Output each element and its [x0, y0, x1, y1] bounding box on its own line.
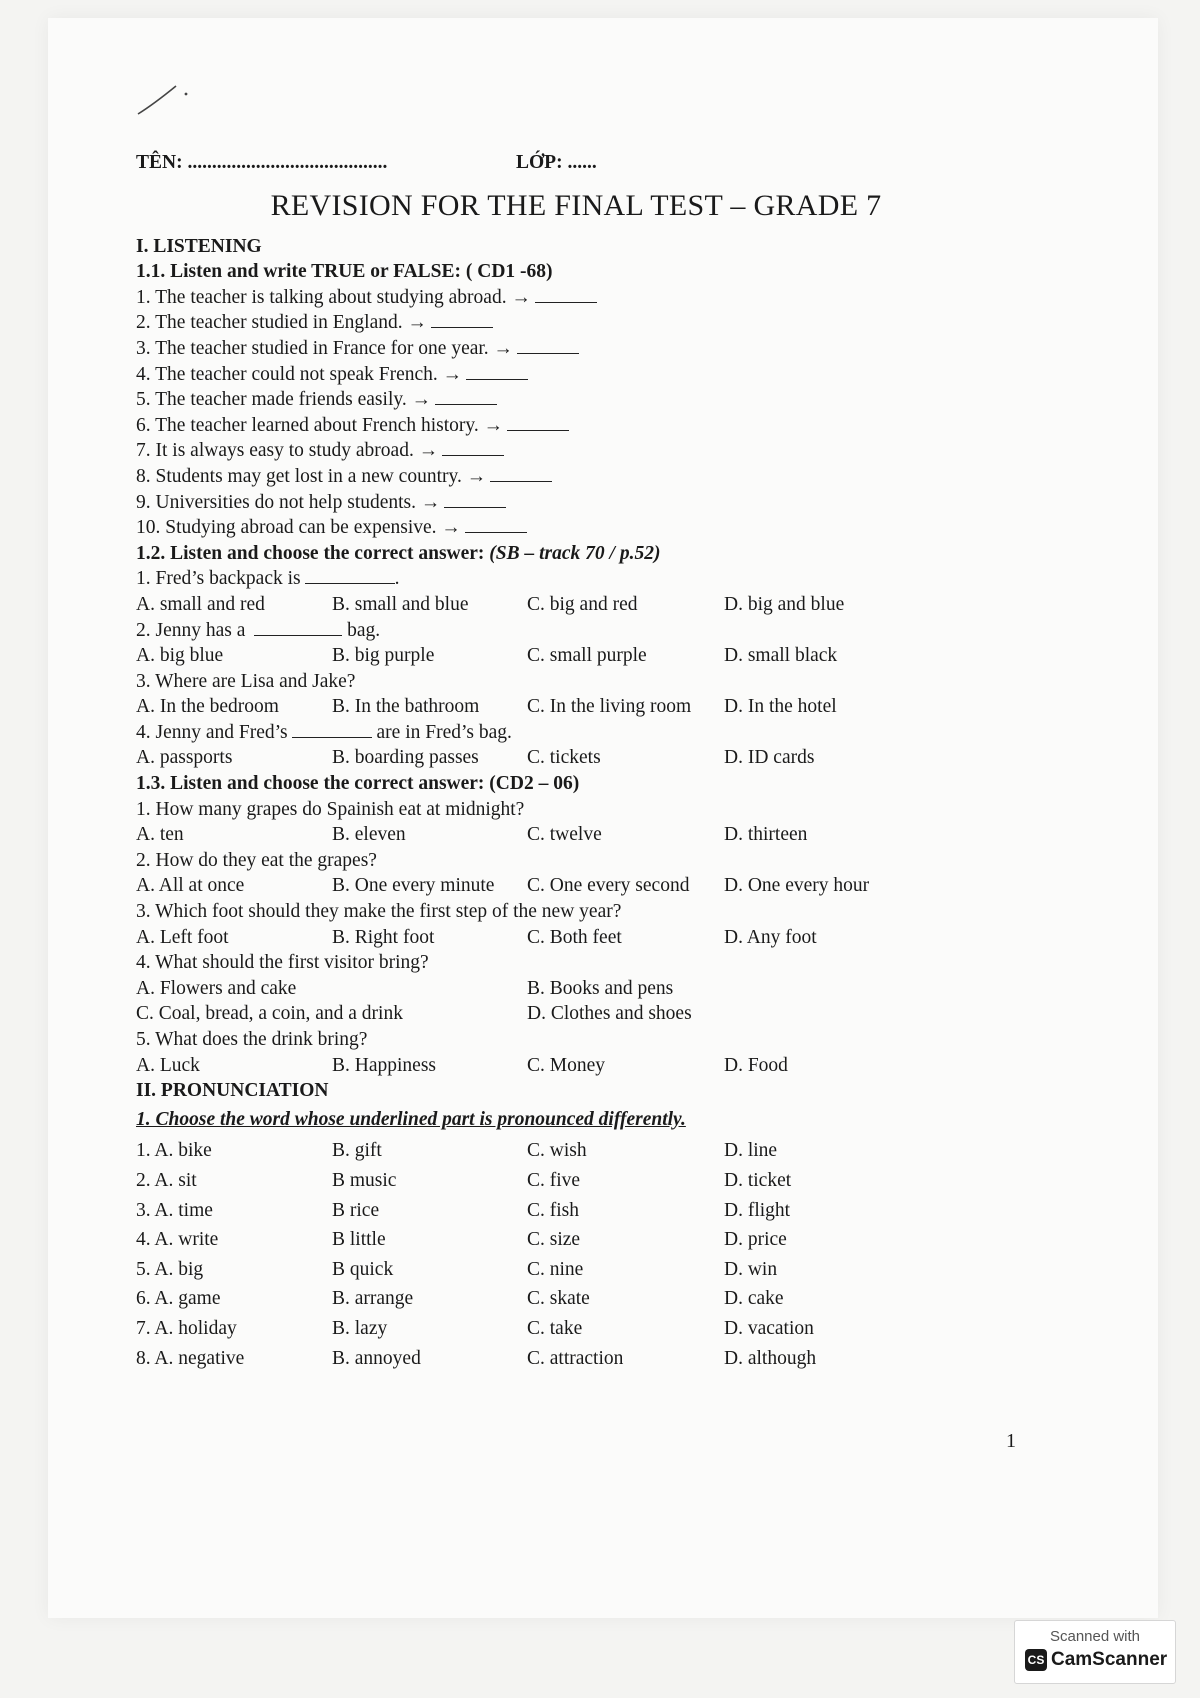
option: D. big and blue: [724, 593, 845, 615]
option: A. small and red: [136, 593, 265, 615]
option: B. small and blue: [332, 593, 469, 615]
word-option: C. size: [527, 1229, 581, 1251]
part3-heading: 1.3. Listen and choose the correct answer: (CD2 – 06): [136, 773, 580, 795]
pen-stroke-mark: [136, 80, 196, 120]
option: B. Books and pens: [527, 977, 674, 999]
word-option: C. skate: [527, 1288, 590, 1310]
word-option: 2. A. sit: [136, 1169, 197, 1191]
pronunciation-heading: II. PRONUNCIATION: [136, 1080, 329, 1102]
option: D. One every hour: [724, 875, 870, 897]
question: 3. Which foot should they make the first step of the new year?: [136, 901, 622, 923]
options-row: [136, 1001, 1036, 1027]
options-row: [136, 745, 1036, 771]
option: D. Clothes and shoes: [527, 1003, 692, 1025]
option: C. In the living room: [527, 696, 692, 718]
option: D. In the hotel: [724, 696, 837, 718]
word-option: 3. A. time: [136, 1199, 213, 1221]
word-option: D. ticket: [724, 1169, 792, 1191]
option: C. tickets: [527, 747, 601, 769]
word-option: C. wish: [527, 1140, 587, 1162]
option: D. ID cards: [724, 747, 815, 769]
answer-blank: [305, 566, 395, 584]
tf-item: 7. It is always easy to study abroad. →: [136, 438, 1036, 464]
camscanner-watermark: [1014, 1620, 1176, 1684]
watermark-brand-row: [1025, 1649, 1175, 1671]
word-option: C. attraction: [527, 1347, 624, 1369]
question: 3. Where are Lisa and Jake?: [136, 670, 356, 692]
answer-blank: [442, 438, 504, 456]
word-option: 5. A. big: [136, 1258, 204, 1280]
option: B. eleven: [332, 824, 406, 846]
options-row: [136, 976, 1036, 1002]
option: A. In the bedroom: [136, 696, 279, 718]
option: B. Happiness: [332, 1054, 436, 1076]
answer-blank: [292, 720, 372, 738]
word-option: B music: [332, 1169, 397, 1191]
pronunciation-row: [136, 1225, 1036, 1255]
options-row: [136, 694, 1036, 720]
listening-heading: I. LISTENING: [136, 235, 262, 257]
answer-blank: [431, 310, 493, 328]
answer-blank: [507, 413, 569, 431]
word-option: D. vacation: [724, 1317, 814, 1339]
pronunciation-row: [136, 1166, 1036, 1196]
question: 4. Jenny and Fred’s are in Fred’s bag.: [136, 721, 512, 743]
option: B. Right foot: [332, 926, 435, 948]
watermark-brand: CamScanner: [1051, 1649, 1168, 1670]
word-option: D. win: [724, 1258, 778, 1280]
option: C. Both feet: [527, 926, 622, 948]
option: C. small purple: [527, 645, 647, 667]
answer-blank: [465, 515, 527, 533]
watermark-caption: Scanned with: [1049, 1628, 1141, 1645]
tf-item: 5. The teacher made friends easily. →: [136, 387, 1036, 413]
tf-item: 9. Universities do not help students. →: [136, 490, 1036, 516]
word-option: B rice: [332, 1199, 380, 1221]
tf-item: 8. Students may get lost in a new country. →: [136, 464, 1036, 490]
pronunciation-instruction: 1. Choose the word whose underlined part is pronounced differently.: [136, 1108, 686, 1130]
option: D. thirteen: [724, 824, 808, 846]
option: A. Left foot: [136, 926, 229, 948]
answer-blank: [535, 285, 597, 303]
word-option: B. lazy: [332, 1317, 388, 1339]
worksheet-content: [136, 150, 1036, 1373]
option: C. Coal, bread, a coin, and a drink: [136, 1003, 403, 1025]
answer-blank: [490, 464, 552, 482]
word-option: B. arrange: [332, 1288, 414, 1310]
word-option: 6. A. game: [136, 1288, 221, 1310]
word-option: 8. A. negative: [136, 1347, 245, 1369]
pronunciation-row: [136, 1136, 1036, 1166]
option: C. Money: [527, 1054, 605, 1076]
word-option: B. gift: [332, 1140, 382, 1162]
word-option: B little: [332, 1229, 386, 1251]
option: A. Flowers and cake: [136, 977, 297, 999]
tf-item: 6. The teacher learned about French history. →: [136, 413, 1036, 439]
question: 2. Jenny has a bag.: [136, 619, 381, 641]
word-option: D. cake: [724, 1288, 784, 1310]
word-option: 1. A. bike: [136, 1140, 212, 1162]
options-row: [136, 1053, 1036, 1079]
question: 5. What does the drink bring?: [136, 1029, 368, 1050]
word-option: D. line: [724, 1140, 778, 1162]
answer-blank: [517, 336, 579, 354]
word-option: C. nine: [527, 1258, 584, 1280]
option: B. One every minute: [332, 875, 495, 897]
option: A. big blue: [136, 645, 224, 667]
option: D. Food: [724, 1054, 788, 1076]
answer-blank: [444, 490, 506, 508]
question: 4. What should the first visitor bring?: [136, 952, 429, 974]
pronunciation-row: [136, 1314, 1036, 1344]
answer-blank: [466, 362, 528, 380]
tf-item: 1. The teacher is talking about studying abroad. →: [136, 285, 1036, 311]
part2-heading: 1.2. Listen and choose the correct answer: (SB – track 70 / p.52): [136, 542, 661, 564]
answer-blank: [435, 387, 497, 405]
option: D. small black: [724, 645, 838, 667]
option: C. twelve: [527, 824, 602, 846]
option: A. All at once: [136, 875, 245, 897]
question: 2. How do they eat the grapes?: [136, 849, 377, 871]
tf-item: 10. Studying abroad can be expensive. →: [136, 515, 1036, 541]
tf-item: 4. The teacher could not speak French. →: [136, 362, 1036, 388]
options-row: [136, 873, 1036, 899]
word-option: D. although: [724, 1347, 817, 1369]
option: B. boarding passes: [332, 747, 479, 769]
pronunciation-row: [136, 1344, 1036, 1374]
option: C. One every second: [527, 875, 690, 897]
page-title: REVISION FOR THE FINAL TEST – GRADE 7: [270, 188, 882, 222]
option: B. big purple: [332, 645, 435, 667]
word-option: 7. A. holiday: [136, 1317, 237, 1339]
question: 1. How many grapes do Spainish eat at midnight?: [136, 798, 525, 820]
question: 1. Fred’s backpack is .: [136, 568, 400, 590]
pronunciation-row: [136, 1255, 1036, 1285]
option: A. passports: [136, 747, 233, 769]
class-field-label: LỚP: ......: [516, 152, 597, 173]
tf-item: 2. The teacher studied in England. →: [136, 310, 1036, 336]
option: A. ten: [136, 824, 184, 846]
pronunciation-row: [136, 1284, 1036, 1314]
word-option: C. take: [527, 1317, 583, 1339]
option: A. Luck: [136, 1054, 200, 1076]
camscanner-logo-icon: CS: [1025, 1649, 1047, 1671]
options-row: [136, 925, 1036, 951]
part1-heading: 1.1. Listen and write TRUE or FALSE: ( CD1 -68): [136, 261, 553, 283]
option: C. big and red: [527, 593, 638, 615]
word-option: C. five: [527, 1169, 581, 1191]
option: D. Any foot: [724, 926, 817, 948]
part2-source: (SB – track 70 / p.52): [489, 542, 661, 564]
word-option: B. annoyed: [332, 1347, 421, 1369]
option: B. In the bathroom: [332, 696, 480, 718]
page-number: 1: [1006, 1430, 1016, 1452]
answer-blank: [254, 618, 342, 636]
options-row: [136, 822, 1036, 848]
word-option: B quick: [332, 1258, 394, 1280]
word-option: 4. A. write: [136, 1229, 219, 1251]
tf-item: 3. The teacher studied in France for one year. →: [136, 336, 1036, 362]
options-row: [136, 643, 1036, 669]
word-option: D. flight: [724, 1199, 791, 1221]
word-option: D. price: [724, 1229, 787, 1251]
word-option: C. fish: [527, 1199, 580, 1221]
options-row: [136, 592, 1036, 618]
name-field-label: TÊN: .........................................: [136, 152, 388, 173]
pronunciation-row: [136, 1196, 1036, 1226]
student-info-line: [136, 150, 1036, 176]
